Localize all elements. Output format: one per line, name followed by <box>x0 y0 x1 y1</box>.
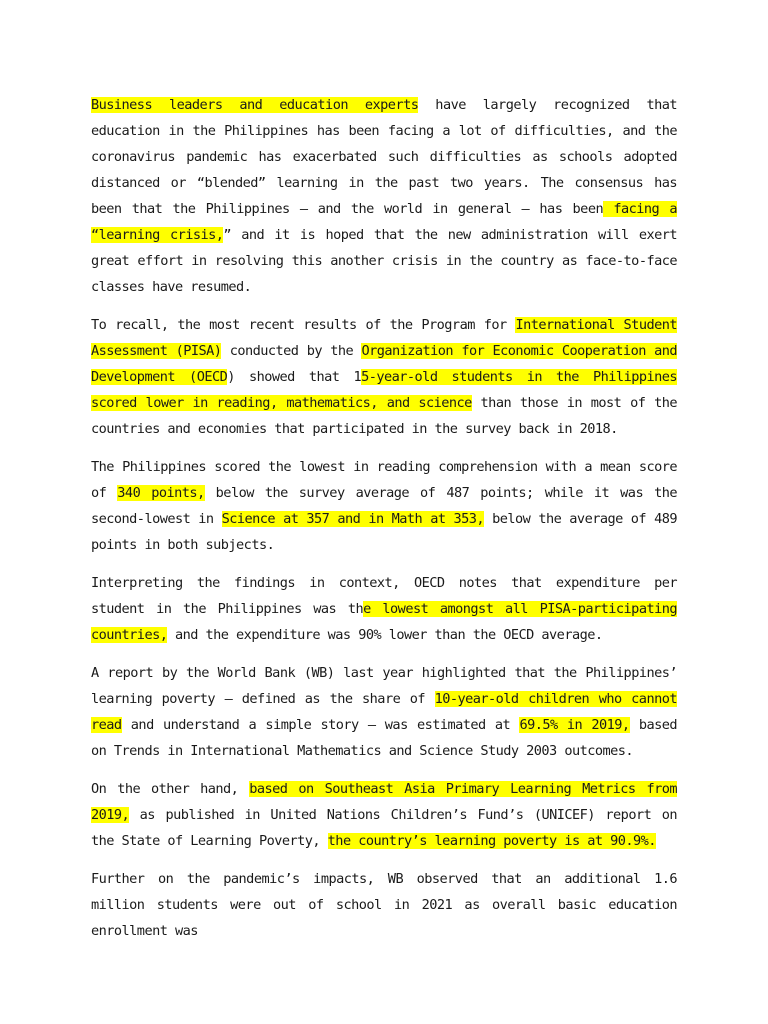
text-segment: The Philippines scored the lowest in reading comprehension with a mean score of <box>91 459 677 501</box>
paragraph-4 <box>91 570 677 648</box>
text-segment: below the survey average of 487 points; while it was the second-lowest in <box>91 485 677 527</box>
document-page <box>91 92 677 956</box>
paragraph-7 <box>91 866 677 944</box>
text-segment: 10-year-old children who cannot read <box>91 691 677 733</box>
text-segment: 340 points, <box>117 485 205 501</box>
paragraph-5 <box>91 660 677 764</box>
text-segment: facing a “learning crisis, <box>91 201 677 243</box>
text-segment: Interpreting the findings in context, OECD notes that expenditure per student in the Philippines was th <box>91 575 677 617</box>
text-segment: A report by the World Bank (WB) last year highlighted that the Philippines’ learning poverty — defined as the share of <box>91 665 677 707</box>
text-segment: 69.5% in 2019, <box>519 717 630 733</box>
text-segment: Science at 357 and in Math at 353, <box>221 511 485 527</box>
text-segment: than those in most of the countries and economies that participated in the survey back in 2018. <box>91 395 677 437</box>
paragraph-1 <box>91 92 677 300</box>
text-segment: ) showed that 1 <box>227 369 362 385</box>
text-segment: and the expenditure was 90% lower than the OECD average. <box>167 627 603 643</box>
text-segment: Business leaders and education experts <box>91 97 419 113</box>
text-segment: as published in United Nations Children’s Fund’s (UNICEF) report on the State of Learning Poverty, <box>91 807 677 849</box>
paragraph-2 <box>91 312 677 442</box>
text-segment: Further on the pandemic’s impacts, WB observed that an additional 1.6 million students were out of school in 2021 as overall basic education enrollment was <box>91 871 677 939</box>
paragraph-6 <box>91 776 677 854</box>
paragraph-3 <box>91 454 677 558</box>
text-segment: To recall, the most recent results of the Program for <box>91 317 516 333</box>
text-segment: the country’s learning poverty is at 90.9%. <box>327 833 656 849</box>
text-segment: have largely recognized that education in the Philippines has been facing a lot of difficulties, and the coronavirus pandemic has exacerbated such difficulties as schools adopted distanced or “blended” learning in the past two years. The consensus has been that the Philippines — and the world in general — has been <box>91 97 677 217</box>
text-segment: International Student Assessment (PISA) <box>91 317 677 359</box>
text-segment: based on Southeast Asia Primary Learning Metrics from 2019, <box>91 781 677 823</box>
text-segment: 5-year-old students in the Philippines scored lower in reading, mathematics, and science <box>91 369 678 411</box>
text-segment: On the other hand, <box>91 781 250 797</box>
text-segment: below the average of 489 points in both subjects. <box>91 511 678 553</box>
text-segment: Organization for Economic Cooperation and Development (OECD <box>91 343 678 385</box>
text-segment: based on Trends in International Mathematics and Science Study 2003 outcomes. <box>91 717 677 759</box>
text-segment: conducted by the <box>221 343 362 359</box>
text-segment: and understand a simple story — was estimated at <box>121 717 520 733</box>
text-segment: ” and it is hoped that the new administration will exert great effort in resolving this another crisis in the country as face-to-face classes have resumed. <box>91 227 677 295</box>
text-segment: e lowest amongst all PISA-participating countries, <box>91 601 677 643</box>
